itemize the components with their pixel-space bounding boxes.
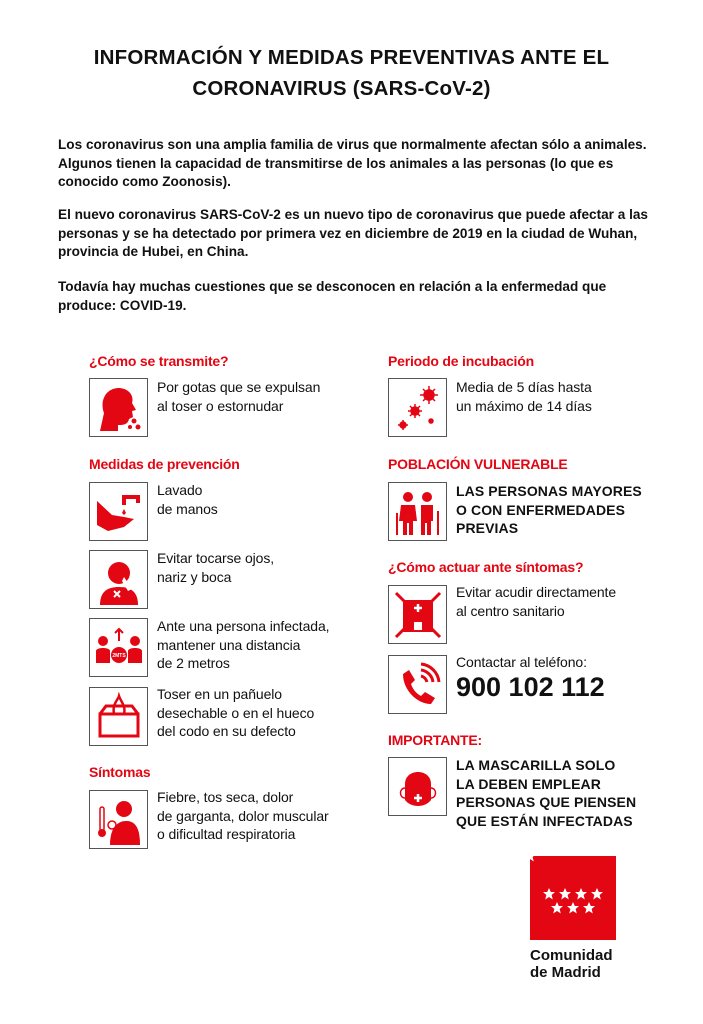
text-line: Lavado (157, 482, 203, 498)
heading-importante: IMPORTANTE: (388, 732, 482, 748)
text-line: LA DEBEN EMPLEAR (456, 775, 601, 792)
text-line: al centro sanitario (456, 602, 565, 619)
actuar-text (456, 583, 616, 620)
intro-paragraph-3: Todavía hay muchas cuestiones que se desconocen en relación a la enfermedad que produce: COVID-19. (58, 279, 607, 313)
text-line: LAS PERSONAS MAYORES (456, 483, 642, 499)
text-line: al toser o estornudar (157, 397, 284, 414)
text-line: Toser en un pañuelo (157, 686, 282, 702)
heading-prevencion: Medidas de prevención (89, 456, 240, 472)
intro-paragraph-1: Los coronavirus son una amplia familia de virus que normalmente afectan sólo a animales. Algunos tienen la capacidad de transmitirse de los animales a las personas (lo que es conocido como Zoonosis). (58, 137, 647, 189)
sick-person-icon (89, 790, 148, 849)
text-line: Evitar acudir directamente (456, 584, 617, 600)
tissue-box-icon (89, 687, 148, 746)
text-line: de manos (157, 500, 218, 517)
text-line: o dificultad respiratoria (157, 826, 296, 842)
text-line: un máximo de 14 días (456, 397, 592, 414)
vulnerable-text (456, 482, 642, 538)
heading-transmite: ¿Cómo se transmite? (89, 353, 229, 369)
text-line: LA MASCARILLA SOLO (456, 757, 616, 773)
prevencion-2-text (157, 549, 274, 586)
contact-label: Contactar al teléfono: (456, 654, 587, 670)
text-line: Por gotas que se expulsan (157, 379, 321, 395)
text-line: mantener una distancia (157, 636, 301, 653)
phone-number[interactable]: 900 102 112 (456, 672, 605, 702)
heading-sintomas: Síntomas (89, 764, 151, 780)
text-line: desechable o en el hueco (157, 704, 315, 721)
sneezing-head-icon (89, 378, 148, 437)
importante-text (456, 756, 636, 830)
text-line: Evitar tocarse ojos, (157, 550, 275, 566)
hand-washing-icon (89, 482, 148, 541)
text-line: Ante una persona infectada, (157, 618, 330, 634)
stars-icon (530, 856, 616, 940)
text-line: PERSONAS QUE PIENSEN (456, 794, 637, 810)
title-line-2: CORONAVIRUS (SARS-CoV-2) (192, 77, 491, 100)
intro-paragraph-2: El nuevo coronavirus SARS-CoV-2 es un nuevo tipo de coronavirus que puede afectar a las personas y se ha detectado por primera vez en diciembre de 2019 en la ciudad de Wuhan, provincia de Hubei, en China. (58, 207, 648, 259)
text-line: Fiebre, tos seca, dolor (157, 789, 294, 805)
comunidad-madrid-logo (530, 856, 616, 940)
text-line: O CON ENFERMEDADES (456, 501, 626, 518)
sintomas-text (157, 788, 329, 844)
prevencion-4-text (157, 685, 314, 741)
heading-vulnerable: POBLACIÓN VULNERABLE (388, 456, 568, 472)
text-line: QUE ESTÁN INFECTADAS (456, 812, 633, 829)
distance-icon (89, 618, 148, 677)
text-line: Media de 5 días hasta (456, 379, 592, 395)
logo-line: de Madrid (530, 964, 601, 981)
logo-line: Comunidad (530, 947, 613, 964)
text-line: nariz y boca (157, 568, 232, 585)
mask-icon (388, 757, 447, 816)
prevencion-1-text (157, 481, 218, 518)
text-line: de garganta, dolor muscular (157, 807, 329, 824)
virus-icon (388, 378, 447, 437)
heading-incubacion: Periodo de incubación (388, 353, 534, 369)
elderly-icon (388, 482, 447, 541)
heading-actuar: ¿Cómo actuar ante síntomas? (388, 559, 584, 575)
phone-icon (388, 655, 447, 714)
text-line: de 2 metros (157, 655, 230, 671)
logo-text (530, 947, 613, 981)
transmite-text (157, 378, 320, 415)
prevencion-3-text (157, 617, 329, 673)
text-line: PREVIAS (456, 520, 519, 536)
text-line: del codo en su defecto (157, 723, 296, 739)
incubacion-text (456, 378, 592, 415)
title-line-1: INFORMACIÓN Y MEDIDAS PREVENTIVAS ANTE EL (93, 46, 610, 69)
no-hospital-icon (388, 585, 447, 644)
distance-label: 2MTS (111, 652, 126, 659)
no-touch-face-icon (89, 550, 148, 609)
